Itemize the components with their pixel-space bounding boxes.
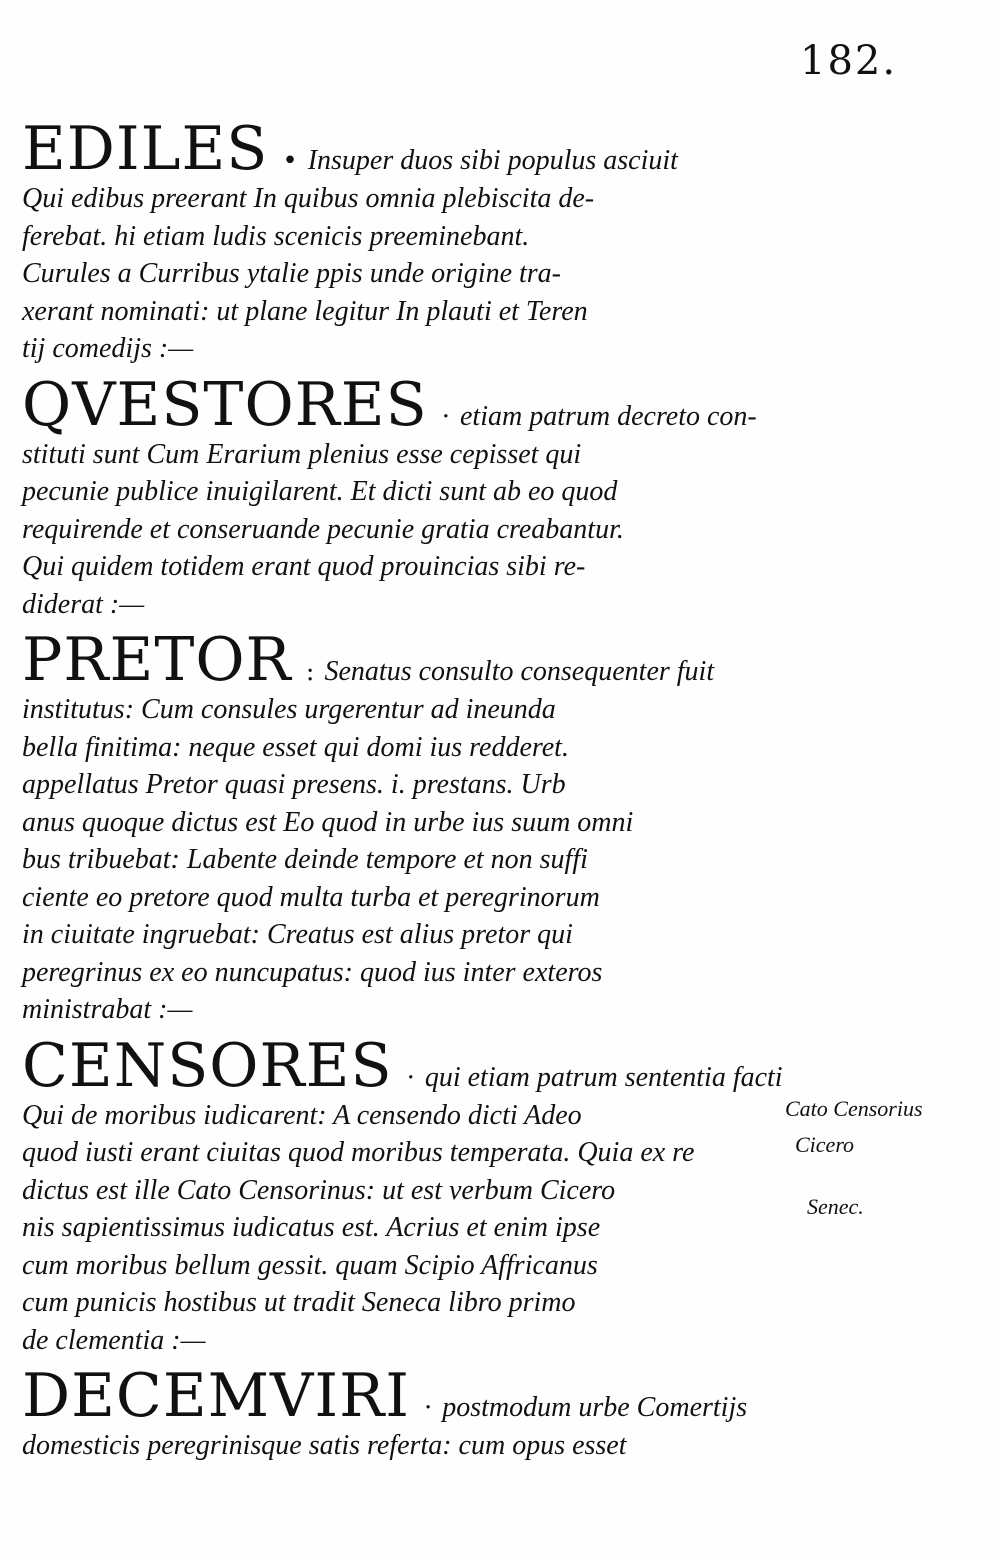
text-line: stituti sunt Cum Erarium plenius esse cepisset qui [22, 438, 582, 470]
text-line: ciente eo pretore quod multa turba et peregrinorum [22, 881, 600, 913]
section-separator: · [423, 1393, 433, 1423]
text-line: peregrinus ex eo nuncupatus: quod ius inter exteros [22, 956, 603, 988]
margin-notes [785, 1095, 985, 1221]
text-line: appellatus Pretor quasi presens. i. prestans. Urb [22, 769, 566, 800]
text-line: Qui edibus preerant In quibus omnia plebiscita de- [22, 183, 595, 214]
text-line: etiam patrum decreto con- [459, 400, 757, 432]
text-line: pecunie publice inuigilarent. Et dicti sunt ab eo quod [22, 476, 618, 507]
section-heading: EDILES [22, 114, 269, 184]
text-line: bella finitima: neque esset qui domi ius redderet. [22, 731, 569, 763]
text-line: anus quoque dictus est Eo quod in urbe ius suum omni [22, 806, 634, 838]
text-line: quod iusti erant ciuitas quod moribus temperata. Quia ex re [22, 1137, 695, 1168]
text-line: dictus est ille Cato Censorinus: ut est verbum Cicero [22, 1174, 616, 1206]
text-line: ferebat. hi etiam ludis scenicis preeminebant. [22, 220, 530, 252]
section-head-line [22, 625, 742, 695]
section-head-line [22, 1030, 783, 1101]
text-line: Qui de moribus iudicarent: A censendo dicti Adeo [22, 1099, 582, 1131]
section-separator: · [441, 401, 450, 432]
section-separator: • [282, 146, 298, 176]
text-line: ministrabat :— [22, 994, 193, 1025]
text-line: postmodum urbe Comertijs [442, 1392, 748, 1423]
section-head-line [22, 1361, 748, 1431]
text-line: Curules a Curribus ytalie ppis unde origine tra- [22, 258, 561, 289]
margin-note: Cicero [795, 1132, 855, 1157]
main-text-column [22, 114, 783, 1471]
text-line: xerant nominati: ut plane legitur In plauti et Teren [22, 295, 588, 327]
text-line: Senatus consulto consequenter fuit [324, 656, 715, 687]
margin-note: Cato Censorius [785, 1096, 923, 1121]
folio-number: 182. [800, 38, 898, 84]
text-line: in ciuitate ingruebat: Creatus est alius pretor qui [22, 919, 573, 950]
text-line: requirende et conseruande pecunie gratia creabantur. [22, 513, 624, 545]
section-heading: DECEMVIRI [22, 1361, 410, 1431]
text-line: tij comedijs :— [22, 333, 194, 364]
section-heading: CENSORES [22, 1030, 393, 1101]
text-line: cum punicis hostibus ut tradit Seneca libro primo [22, 1287, 576, 1318]
text-line: cum moribus bellum gessit. quam Scipio Affricanus [22, 1249, 598, 1281]
text-line: bus tribuebat: Labente deinde tempore et non suffi [22, 844, 588, 875]
text-line: institutus: Cum consules urgerentur ad ineunda [22, 694, 556, 725]
text-line: diderat :— [22, 588, 145, 620]
text-line: Qui quidem totidem erant quod prouincias sibi re- [22, 551, 586, 582]
section-ediles [22, 114, 742, 368]
section-head-line [22, 114, 742, 184]
margin-note: Senec. [807, 1194, 864, 1219]
text-line: Insuper duos sibi populus asciuit [307, 145, 678, 176]
section-heading: PRETOR [22, 625, 292, 695]
text-line: de clementia :— [22, 1324, 206, 1356]
section-head-line [22, 369, 757, 440]
text-line: nis sapientissimus iudicatus est. Acrius et enim ipse [22, 1212, 601, 1243]
section-heading: QVESTORES [22, 369, 428, 440]
text-line: qui etiam patrum sententia facti [424, 1061, 783, 1093]
section-separator: · [406, 1062, 415, 1093]
section-censores [22, 1030, 783, 1360]
section-questores [22, 369, 757, 624]
section-pretor [22, 625, 742, 1029]
section-separator: : [305, 657, 315, 687]
section-decemviri [22, 1361, 748, 1465]
text-line: domesticis peregrinisque satis referta: cum opus esset [22, 1430, 627, 1461]
